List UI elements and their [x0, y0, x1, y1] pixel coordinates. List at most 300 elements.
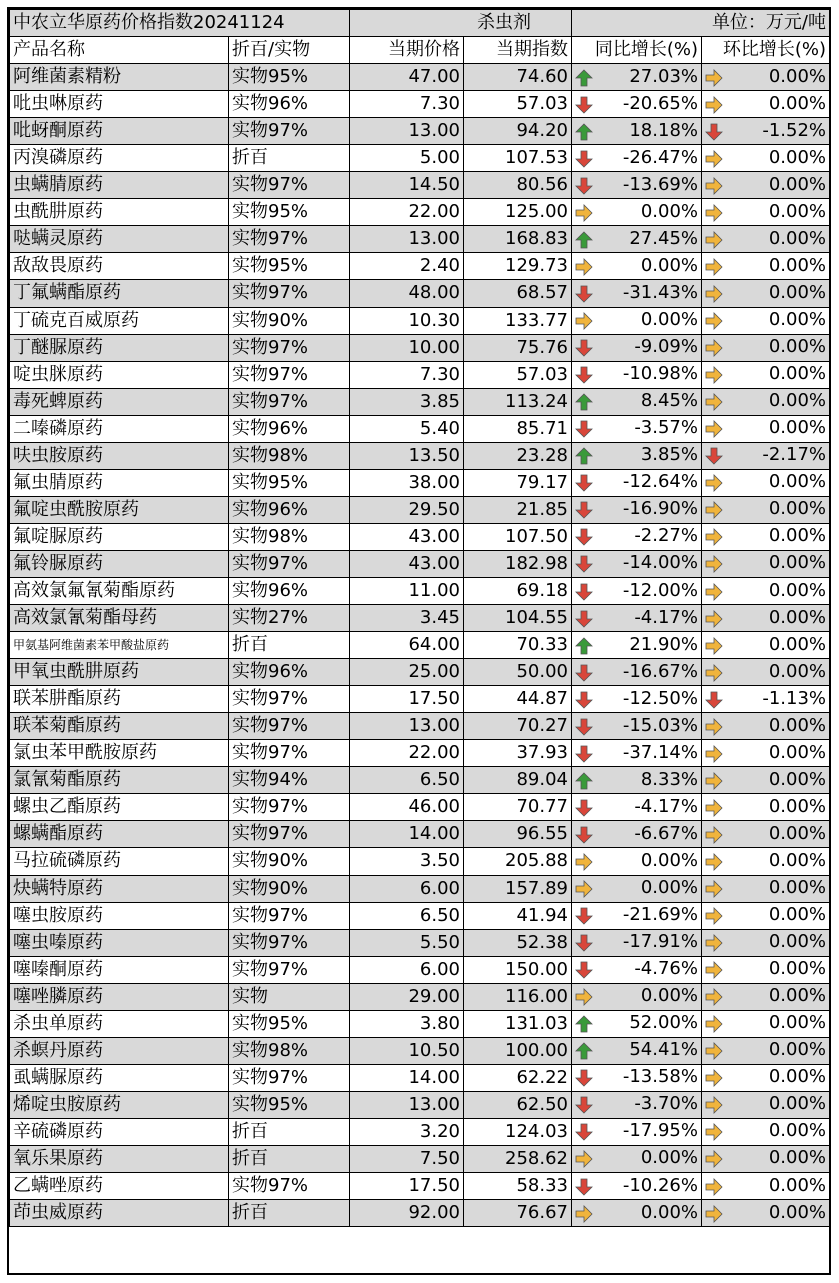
price-cell: 10.30 — [350, 307, 464, 334]
price-cell: 17.50 — [350, 1173, 464, 1200]
table-row — [10, 280, 830, 307]
mom-value: 0.00% — [768, 1201, 827, 1223]
table-row — [10, 767, 830, 794]
basis-cell: 实物98% — [229, 1037, 350, 1064]
product-name: 炔螨特原药 — [10, 875, 229, 902]
mom-cell — [702, 253, 830, 280]
index-cell: 133.77 — [464, 307, 572, 334]
arrow-down-icon — [575, 907, 593, 925]
arrow-right-icon — [705, 393, 723, 411]
yoy-cell — [572, 415, 702, 442]
yoy-cell — [572, 172, 702, 199]
arrow-right-icon — [705, 150, 723, 168]
yoy-value: 0.00% — [640, 877, 698, 899]
price-cell: 11.00 — [350, 577, 464, 604]
mom-value: 0.00% — [768, 1039, 827, 1061]
arrow-up-icon — [575, 447, 593, 465]
price-cell: 3.20 — [350, 1118, 464, 1145]
table-row — [10, 523, 830, 550]
yoy-cell — [572, 1145, 702, 1172]
price-cell: 7.30 — [350, 361, 464, 388]
col-header-name: 产品名称 — [10, 37, 229, 64]
basis-cell: 实物97% — [229, 686, 350, 713]
yoy-value: -17.95% — [622, 1120, 698, 1142]
arrow-right-icon — [575, 853, 593, 871]
arrow-up-icon — [575, 772, 593, 790]
basis-cell: 实物96% — [229, 577, 350, 604]
arrow-right-icon — [575, 1205, 593, 1223]
index-cell: 44.87 — [464, 686, 572, 713]
basis-cell: 实物95% — [229, 1010, 350, 1037]
basis-cell: 实物27% — [229, 605, 350, 632]
mom-value: 0.00% — [768, 281, 827, 303]
unit-label: 单位：万元/吨 — [572, 10, 830, 37]
yoy-value: 0.00% — [640, 1147, 698, 1169]
index-cell: 37.93 — [464, 740, 572, 767]
mom-value: 0.00% — [768, 65, 827, 87]
arrow-down-icon — [575, 583, 593, 601]
index-cell: 85.71 — [464, 415, 572, 442]
arrow-right-icon — [575, 204, 593, 222]
arrow-right-icon — [705, 312, 723, 330]
mom-value: 0.00% — [768, 768, 827, 790]
index-cell: 70.33 — [464, 632, 572, 659]
mom-value: 0.00% — [768, 173, 827, 195]
mom-cell — [702, 199, 830, 226]
yoy-cell — [572, 983, 702, 1010]
arrow-down-icon — [575, 799, 593, 817]
product-name: 高效氯氟氰菊酯原药 — [10, 577, 229, 604]
mom-cell — [702, 1091, 830, 1118]
mom-value: 0.00% — [768, 552, 827, 574]
table-row — [10, 199, 830, 226]
yoy-cell — [572, 767, 702, 794]
yoy-cell — [572, 577, 702, 604]
table-row — [10, 713, 830, 740]
basis-cell: 实物96% — [229, 659, 350, 686]
index-cell: 58.33 — [464, 1173, 572, 1200]
price-cell: 17.50 — [350, 686, 464, 713]
price-cell: 13.00 — [350, 118, 464, 145]
product-name: 氯氰菊酯原药 — [10, 767, 229, 794]
product-name: 毒死蜱原药 — [10, 388, 229, 415]
index-cell: 89.04 — [464, 767, 572, 794]
index-cell: 116.00 — [464, 983, 572, 1010]
product-name: 烯啶虫胺原药 — [10, 1091, 229, 1118]
mom-value: 0.00% — [768, 254, 827, 276]
yoy-cell — [572, 1200, 702, 1227]
basis-cell: 实物90% — [229, 848, 350, 875]
basis-cell: 实物 — [229, 983, 350, 1010]
index-cell: 62.50 — [464, 1091, 572, 1118]
arrow-down-icon — [575, 718, 593, 736]
mom-cell — [702, 686, 830, 713]
table-row — [10, 659, 830, 686]
yoy-value: -16.90% — [622, 498, 698, 520]
table-row — [10, 1118, 830, 1145]
yoy-cell — [572, 875, 702, 902]
product-name: 螺螨酯原药 — [10, 821, 229, 848]
mom-cell — [702, 821, 830, 848]
yoy-value: 0.00% — [640, 985, 698, 1007]
mom-cell — [702, 307, 830, 334]
index-cell: 57.03 — [464, 91, 572, 118]
basis-cell: 实物90% — [229, 875, 350, 902]
arrow-right-icon — [705, 528, 723, 546]
arrow-right-icon — [705, 988, 723, 1006]
index-cell: 107.53 — [464, 145, 572, 172]
basis-cell: 实物95% — [229, 1091, 350, 1118]
yoy-value: -3.70% — [634, 1093, 698, 1115]
basis-cell: 折百 — [229, 1118, 350, 1145]
arrow-down-icon — [575, 1123, 593, 1141]
product-name: 呋虫胺原药 — [10, 442, 229, 469]
yoy-cell — [572, 1037, 702, 1064]
yoy-value: 0.00% — [640, 1201, 698, 1223]
yoy-cell — [572, 902, 702, 929]
product-name: 吡虫啉原药 — [10, 91, 229, 118]
mom-cell — [702, 523, 830, 550]
index-cell: 70.27 — [464, 713, 572, 740]
yoy-cell — [572, 496, 702, 523]
price-cell: 25.00 — [350, 659, 464, 686]
mom-cell — [702, 442, 830, 469]
arrow-down-icon — [575, 664, 593, 682]
price-cell: 29.00 — [350, 983, 464, 1010]
arrow-down-icon — [575, 150, 593, 168]
arrow-down-icon — [575, 555, 593, 573]
mom-cell — [702, 226, 830, 253]
arrow-up-icon — [575, 1042, 593, 1060]
product-name: 阿维菌素精粉 — [10, 64, 229, 91]
mom-value: 0.00% — [768, 579, 827, 601]
mom-cell — [702, 334, 830, 361]
basis-cell: 实物98% — [229, 523, 350, 550]
mom-cell — [702, 875, 830, 902]
yoy-cell — [572, 929, 702, 956]
arrow-right-icon — [705, 474, 723, 492]
yoy-cell — [572, 253, 702, 280]
price-cell: 64.00 — [350, 632, 464, 659]
arrow-right-icon — [575, 1150, 593, 1168]
mom-value: 0.00% — [768, 660, 827, 682]
mom-cell — [702, 1037, 830, 1064]
mom-cell — [702, 496, 830, 523]
basis-cell: 实物97% — [229, 821, 350, 848]
price-cell: 10.50 — [350, 1037, 464, 1064]
table-row — [10, 253, 830, 280]
yoy-value: 52.00% — [629, 1012, 698, 1034]
yoy-cell — [572, 307, 702, 334]
price-cell: 5.50 — [350, 929, 464, 956]
yoy-value: -4.76% — [634, 958, 698, 980]
table-row — [10, 686, 830, 713]
product-name: 丁硫克百威原药 — [10, 307, 229, 334]
price-cell: 47.00 — [350, 64, 464, 91]
mom-cell — [702, 1145, 830, 1172]
mom-cell — [702, 659, 830, 686]
price-cell: 5.00 — [350, 145, 464, 172]
basis-cell: 实物97% — [229, 280, 350, 307]
mom-cell — [702, 1200, 830, 1227]
mom-value: 0.00% — [768, 498, 827, 520]
arrow-down-icon — [575, 339, 593, 357]
mom-value: -1.52% — [762, 119, 827, 141]
product-name: 高效氯氰菊酯母药 — [10, 605, 229, 632]
yoy-cell — [572, 91, 702, 118]
mom-value: 0.00% — [768, 92, 827, 114]
title-row — [10, 10, 830, 37]
product-name: 虫酰肼原药 — [10, 199, 229, 226]
table-row — [10, 1037, 830, 1064]
basis-cell: 实物97% — [229, 956, 350, 983]
arrow-right-icon — [705, 1042, 723, 1060]
product-name: 丁醚脲原药 — [10, 334, 229, 361]
mom-cell — [702, 388, 830, 415]
price-cell: 29.50 — [350, 496, 464, 523]
product-name: 吡蚜酮原药 — [10, 118, 229, 145]
mom-value: 0.00% — [768, 1147, 827, 1169]
index-cell: 100.00 — [464, 1037, 572, 1064]
index-cell: 125.00 — [464, 199, 572, 226]
table-row — [10, 1200, 830, 1227]
yoy-value: -31.43% — [622, 281, 698, 303]
yoy-cell — [572, 145, 702, 172]
product-name: 联苯肼酯原药 — [10, 686, 229, 713]
table-row — [10, 1064, 830, 1091]
mom-cell — [702, 145, 830, 172]
table-row — [10, 118, 830, 145]
product-name: 虫螨腈原药 — [10, 172, 229, 199]
yoy-value: -12.50% — [622, 687, 698, 709]
arrow-down-icon — [575, 1096, 593, 1114]
arrow-up-icon — [575, 393, 593, 411]
yoy-value: -2.27% — [634, 525, 698, 547]
basis-cell: 实物96% — [229, 496, 350, 523]
index-cell: 131.03 — [464, 1010, 572, 1037]
table-row — [10, 605, 830, 632]
mom-cell — [702, 550, 830, 577]
basis-cell: 实物96% — [229, 91, 350, 118]
index-cell: 41.94 — [464, 902, 572, 929]
mom-value: 0.00% — [768, 309, 827, 331]
index-cell: 80.56 — [464, 172, 572, 199]
yoy-cell — [572, 64, 702, 91]
arrow-down-icon — [575, 826, 593, 844]
mom-cell — [702, 983, 830, 1010]
basis-cell: 实物97% — [229, 902, 350, 929]
price-cell: 14.00 — [350, 1064, 464, 1091]
price-cell: 13.00 — [350, 1091, 464, 1118]
mom-value: 0.00% — [768, 363, 827, 385]
product-name: 虱螨脲原药 — [10, 1064, 229, 1091]
arrow-right-icon — [705, 1150, 723, 1168]
arrow-down-icon — [575, 961, 593, 979]
product-name: 辛硫磷原药 — [10, 1118, 229, 1145]
report-title: 中农立华原药价格指数20241124 — [10, 10, 350, 37]
mom-value: 0.00% — [768, 904, 827, 926]
product-name: 敌敌畏原药 — [10, 253, 229, 280]
index-cell: 50.00 — [464, 659, 572, 686]
arrow-right-icon — [575, 312, 593, 330]
basis-cell: 折百 — [229, 145, 350, 172]
arrow-right-icon — [705, 1069, 723, 1087]
arrow-right-icon — [705, 934, 723, 952]
yoy-value: 3.85% — [640, 444, 698, 466]
yoy-cell — [572, 956, 702, 983]
mom-cell — [702, 902, 830, 929]
mom-value: 0.00% — [768, 741, 827, 763]
arrow-right-icon — [705, 880, 723, 898]
price-index-table — [7, 7, 831, 1275]
yoy-value: 21.90% — [629, 633, 698, 655]
basis-cell: 实物96% — [229, 415, 350, 442]
index-cell: 23.28 — [464, 442, 572, 469]
index-cell: 79.17 — [464, 469, 572, 496]
basis-cell: 实物95% — [229, 64, 350, 91]
mom-cell — [702, 361, 830, 388]
table-row — [10, 496, 830, 523]
mom-cell — [702, 794, 830, 821]
price-cell: 3.45 — [350, 605, 464, 632]
arrow-right-icon — [705, 339, 723, 357]
product-name: 哒螨灵原药 — [10, 226, 229, 253]
arrow-down-icon — [575, 610, 593, 628]
yoy-cell — [572, 550, 702, 577]
mom-value: 0.00% — [768, 525, 827, 547]
yoy-value: -21.69% — [622, 904, 698, 926]
price-cell: 43.00 — [350, 523, 464, 550]
product-name: 氟铃脲原药 — [10, 550, 229, 577]
yoy-value: -12.00% — [622, 579, 698, 601]
arrow-down-icon — [575, 366, 593, 384]
price-cell: 38.00 — [350, 469, 464, 496]
yoy-cell — [572, 361, 702, 388]
product-name: 丙溴磷原药 — [10, 145, 229, 172]
yoy-value: 8.45% — [640, 390, 698, 412]
mom-cell — [702, 632, 830, 659]
yoy-cell — [572, 469, 702, 496]
arrow-down-icon — [705, 447, 723, 465]
arrow-right-icon — [705, 177, 723, 195]
price-cell: 14.50 — [350, 172, 464, 199]
arrow-down-icon — [575, 474, 593, 492]
yoy-value: 0.00% — [640, 309, 698, 331]
product-name: 氟啶脲原药 — [10, 523, 229, 550]
yoy-value: -6.67% — [634, 822, 698, 844]
mom-value: -1.13% — [762, 687, 827, 709]
arrow-up-icon — [575, 69, 593, 87]
table-row — [10, 550, 830, 577]
table-row — [10, 794, 830, 821]
price-cell: 14.00 — [350, 821, 464, 848]
arrow-right-icon — [575, 988, 593, 1006]
yoy-cell — [572, 226, 702, 253]
price-cell: 7.50 — [350, 1145, 464, 1172]
index-cell: 74.60 — [464, 64, 572, 91]
basis-cell: 实物97% — [229, 929, 350, 956]
price-cell: 22.00 — [350, 199, 464, 226]
index-cell: 258.62 — [464, 1145, 572, 1172]
yoy-value: -37.14% — [622, 741, 698, 763]
price-cell: 13.50 — [350, 442, 464, 469]
mom-cell — [702, 848, 830, 875]
arrow-right-icon — [705, 961, 723, 979]
table-row — [10, 1173, 830, 1200]
mom-cell — [702, 91, 830, 118]
table-row — [10, 334, 830, 361]
mom-cell — [702, 713, 830, 740]
mom-cell — [702, 767, 830, 794]
product-name: 氯虫苯甲酰胺原药 — [10, 740, 229, 767]
basis-cell: 实物97% — [229, 550, 350, 577]
yoy-cell — [572, 848, 702, 875]
basis-cell: 实物97% — [229, 226, 350, 253]
yoy-cell — [572, 821, 702, 848]
basis-cell: 实物95% — [229, 199, 350, 226]
mom-value: 0.00% — [768, 958, 827, 980]
price-cell: 6.00 — [350, 875, 464, 902]
yoy-value: -15.03% — [622, 714, 698, 736]
yoy-value: -12.64% — [622, 471, 698, 493]
yoy-value: -13.58% — [622, 1066, 698, 1088]
mom-cell — [702, 415, 830, 442]
col-header-price: 当期价格 — [350, 37, 464, 64]
product-name: 氟虫腈原药 — [10, 469, 229, 496]
mom-value: 0.00% — [768, 877, 827, 899]
table-row — [10, 1091, 830, 1118]
yoy-cell — [572, 605, 702, 632]
arrow-right-icon — [705, 664, 723, 682]
product-name: 氧乐果原药 — [10, 1145, 229, 1172]
yoy-cell — [572, 523, 702, 550]
price-cell: 3.80 — [350, 1010, 464, 1037]
arrow-right-icon — [705, 231, 723, 249]
mom-value: 0.00% — [768, 985, 827, 1007]
table-row — [10, 875, 830, 902]
basis-cell: 实物90% — [229, 307, 350, 334]
mom-cell — [702, 1118, 830, 1145]
yoy-cell — [572, 713, 702, 740]
table-row — [10, 361, 830, 388]
mom-cell — [702, 577, 830, 604]
yoy-cell — [572, 388, 702, 415]
product-name: 丁氟螨酯原药 — [10, 280, 229, 307]
arrow-right-icon — [705, 718, 723, 736]
table-row — [10, 577, 830, 604]
price-cell: 2.40 — [350, 253, 464, 280]
arrow-right-icon — [705, 610, 723, 628]
yoy-value: 18.18% — [629, 119, 698, 141]
arrow-down-icon — [575, 501, 593, 519]
yoy-value: -3.57% — [634, 417, 698, 439]
table-row — [10, 145, 830, 172]
arrow-right-icon — [705, 1178, 723, 1196]
mom-cell — [702, 1010, 830, 1037]
mom-value: 0.00% — [768, 1174, 827, 1196]
yoy-cell — [572, 794, 702, 821]
table-row — [10, 415, 830, 442]
yoy-value: -26.47% — [622, 146, 698, 168]
mom-cell — [702, 469, 830, 496]
mom-cell — [702, 280, 830, 307]
table-row — [10, 983, 830, 1010]
price-cell: 22.00 — [350, 740, 464, 767]
basis-cell: 实物97% — [229, 794, 350, 821]
yoy-value: -14.00% — [622, 552, 698, 574]
yoy-value: -10.98% — [622, 363, 698, 385]
mom-value: 0.00% — [768, 606, 827, 628]
